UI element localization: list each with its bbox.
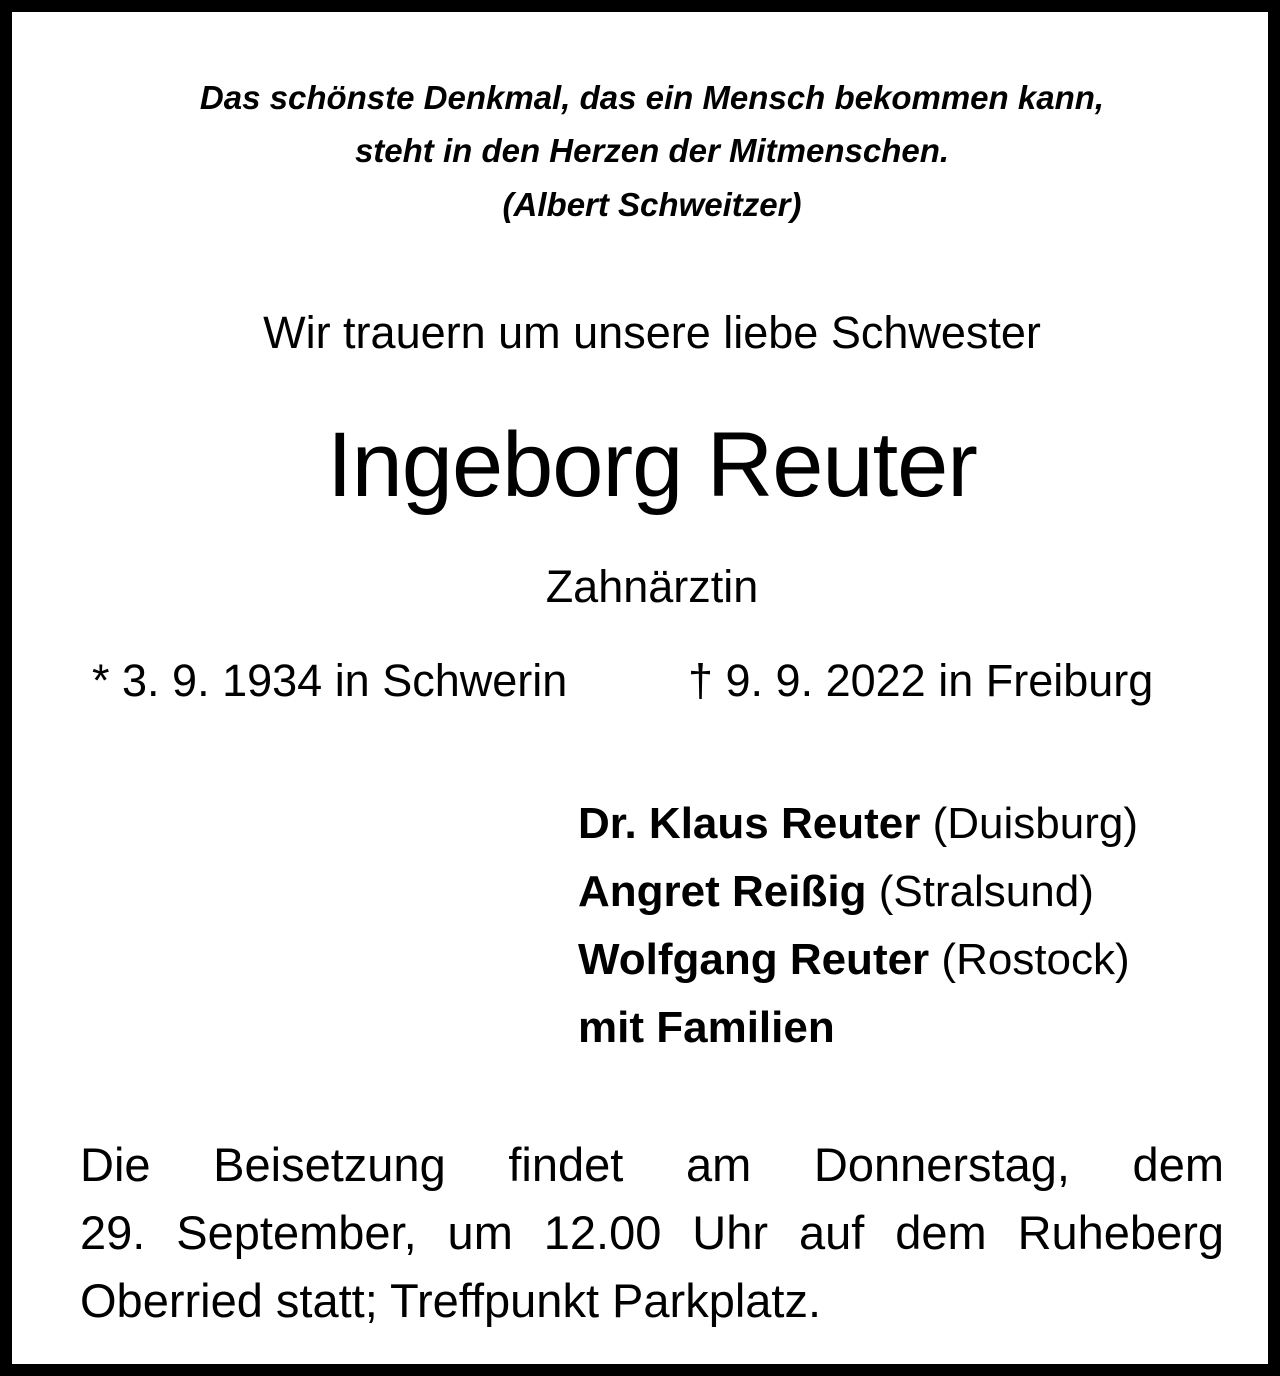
mourners-list	[578, 790, 1138, 1062]
mourner-3	[578, 926, 1138, 994]
deceased-profession: Zahnärztin	[545, 561, 759, 612]
mourner-place: (Duisburg)	[932, 799, 1138, 848]
quote-line-2: steht in den Herzen der Mitmenschen.	[354, 132, 950, 169]
funeral-line-1: Die Beisetzung findet am Donnerstag, dem	[80, 1138, 1224, 1191]
death-date: † 9. 9. 2022 in Freiburg	[688, 655, 1154, 706]
funeral-line-3: Oberried statt; Treffpunkt Parkplatz.	[80, 1274, 822, 1327]
deceased-name: Ingeborg Reuter	[327, 414, 977, 516]
mourner-name: Dr. Klaus Reuter	[578, 799, 921, 848]
funeral-line-2: 29. September, um 12.00 Uhr auf dem Ruheberg	[80, 1206, 1224, 1259]
mourner-1	[578, 790, 1138, 858]
quote-line-1: Das schönste Denkmal, das ein Mensch bekommen kann,	[199, 79, 1105, 116]
mourner-name: Angret Reißig	[578, 867, 867, 916]
quote-attribution: (Albert Schweitzer)	[502, 186, 802, 223]
birth-date: * 3. 9. 1934 in Schwerin	[92, 655, 568, 706]
mourner-2	[578, 858, 1138, 926]
mourning-line: Wir trauern um unsere liebe Schwester	[263, 307, 1041, 358]
families-line: mit Familien	[578, 1003, 835, 1052]
mourner-place: (Stralsund)	[878, 867, 1094, 916]
mourner-place: (Rostock)	[941, 935, 1130, 984]
funeral-notice	[80, 1131, 1224, 1335]
mourner-name: Wolfgang Reuter	[578, 935, 930, 984]
